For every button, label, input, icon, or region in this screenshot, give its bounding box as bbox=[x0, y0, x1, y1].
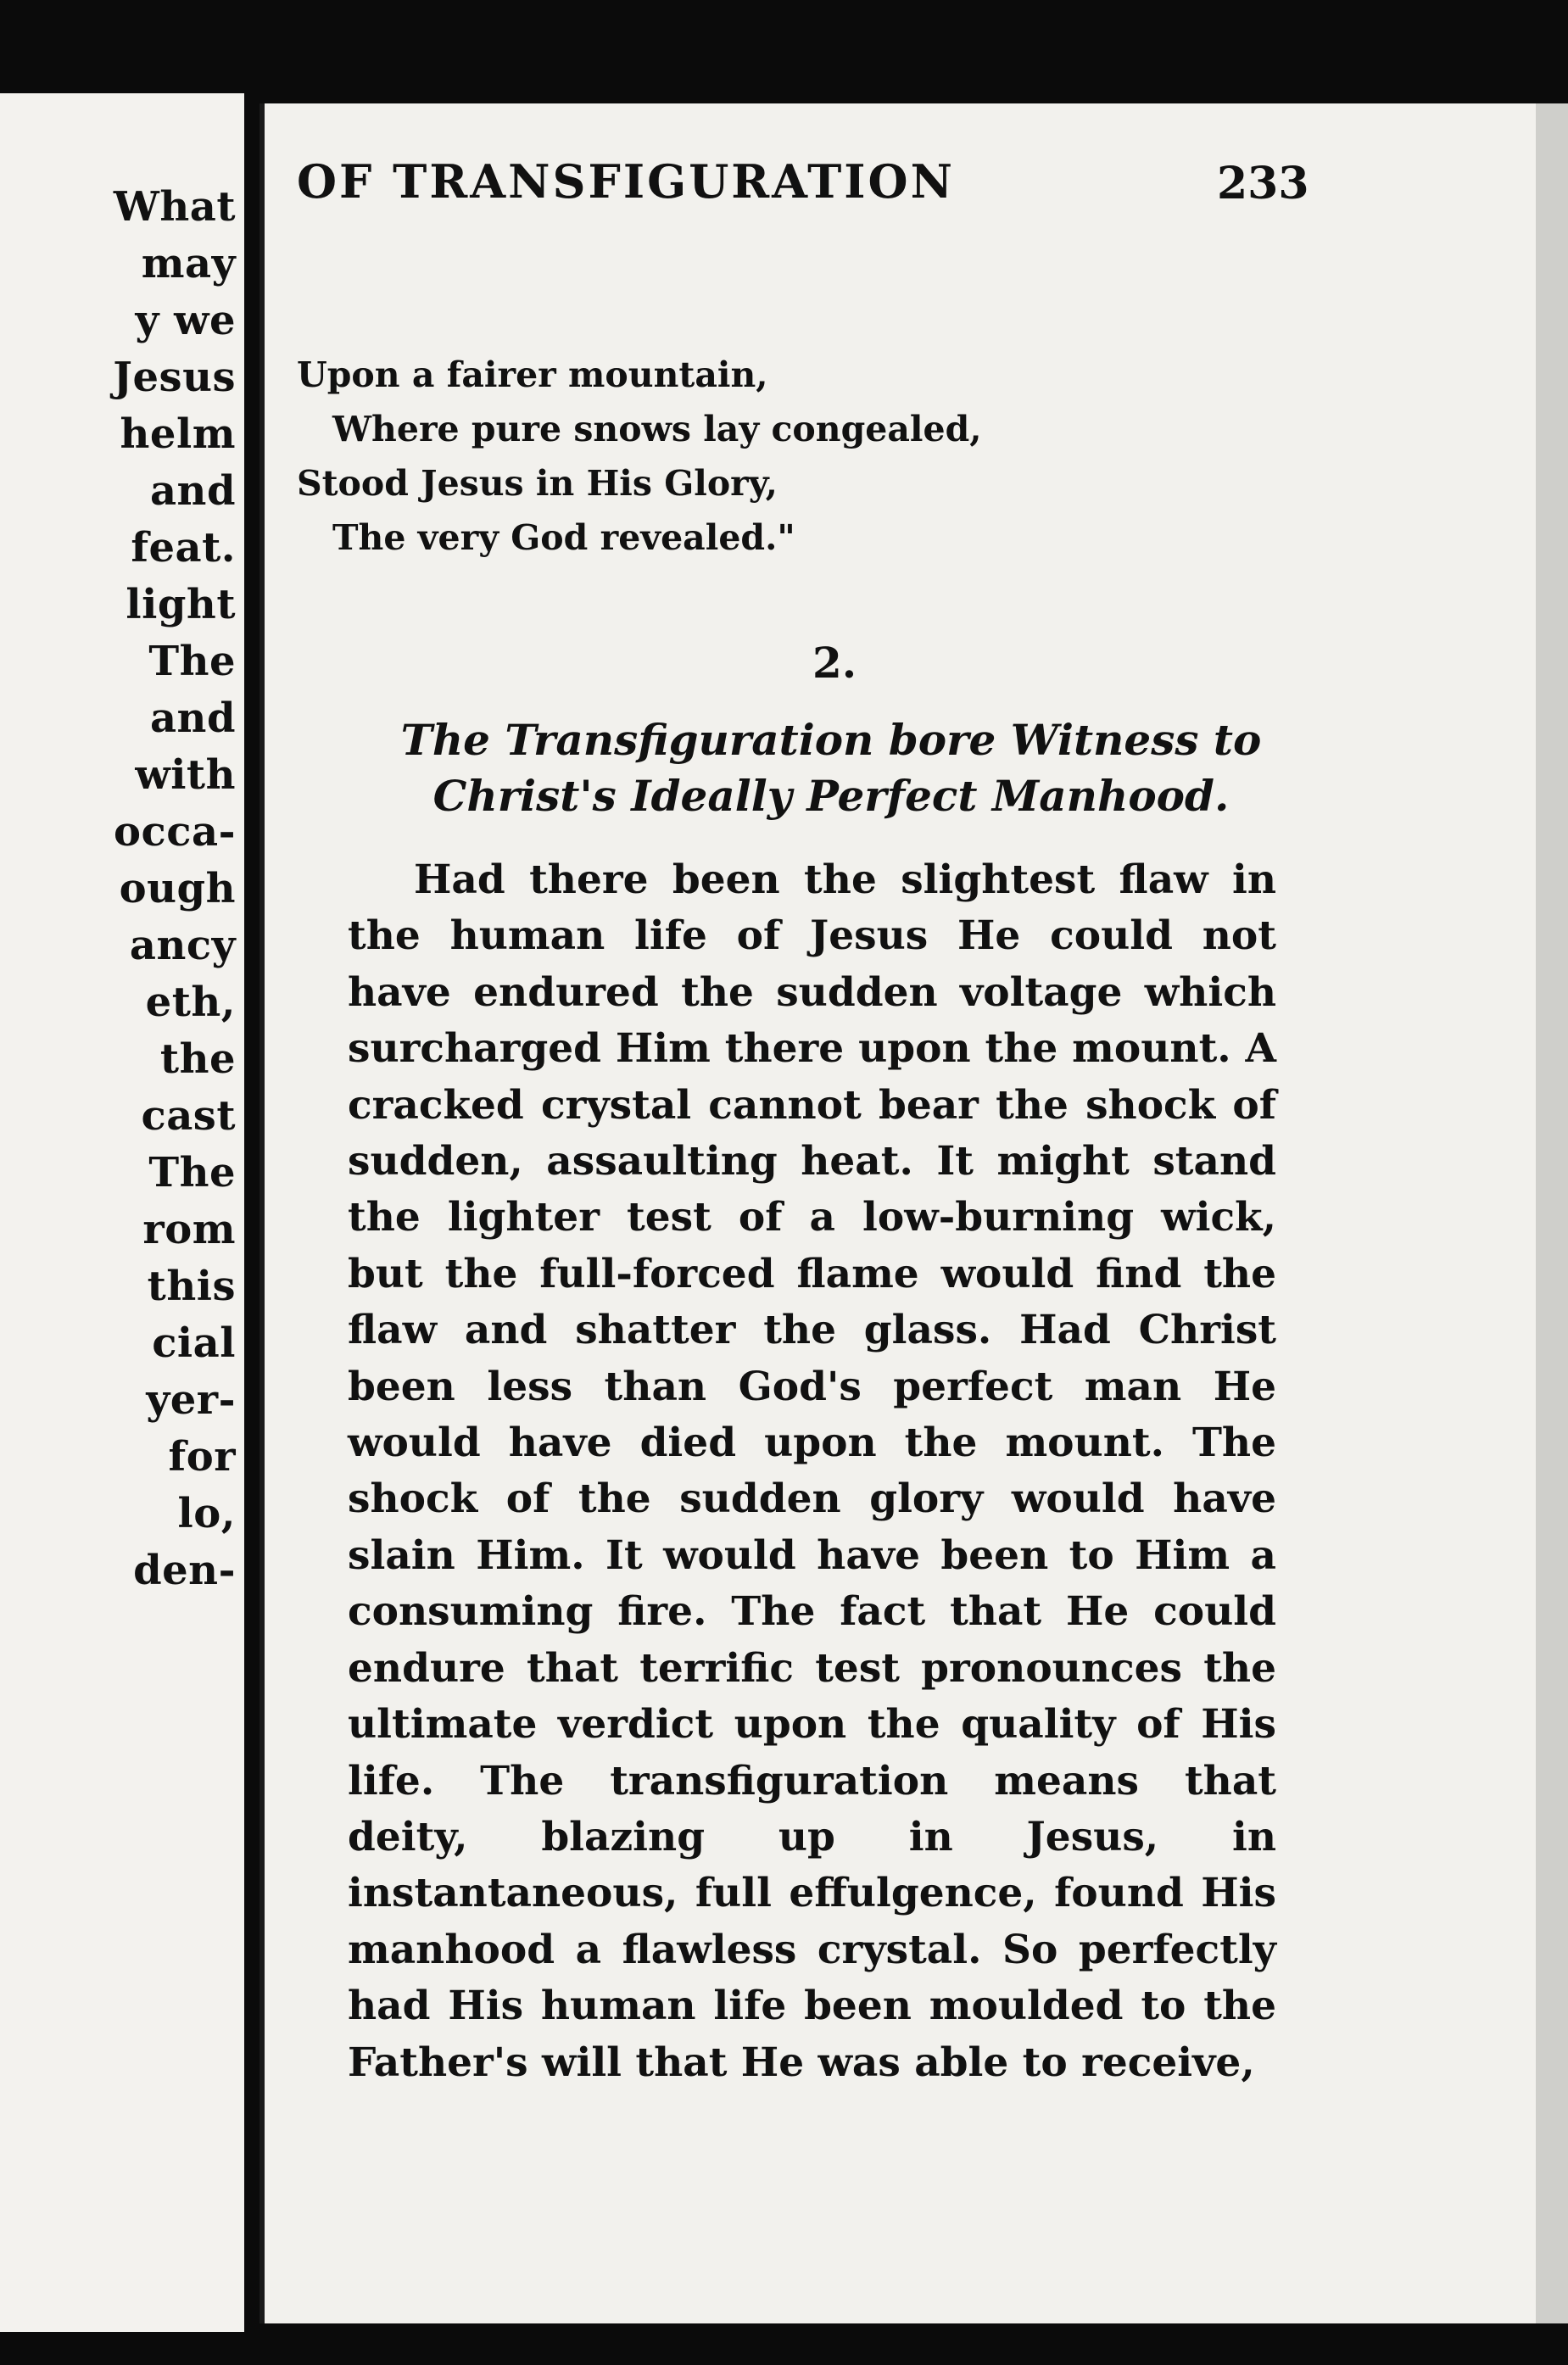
left-line: this bbox=[147, 1263, 236, 1310]
left-line: lo, bbox=[177, 1490, 236, 1537]
poem-line: Upon a fairer mountain, bbox=[297, 354, 768, 395]
poem-quote bbox=[297, 348, 1230, 565]
left-line: may bbox=[141, 240, 236, 287]
left-line: cial bbox=[152, 1319, 236, 1367]
page-header bbox=[297, 154, 1314, 222]
left-line: The bbox=[148, 1149, 236, 1196]
left-line: ough bbox=[119, 865, 236, 912]
running-head: OF TRANSFIGURATION bbox=[297, 154, 955, 209]
page-gutter bbox=[244, 93, 259, 2332]
section-title: The Transfiguration bore Witness to Christ's Ideally Perfect Manhood. bbox=[400, 715, 1262, 821]
poem-line: The very God revealed." bbox=[332, 517, 795, 558]
body-paragraph: Had there been the slightest flaw in the human life of Jesus He could not have endured the sudden voltage which surcharged Him there upon the mount. A cracked crystal cannot bear the shock of sudden, assaulting heat. It might stand the lighter test of a low-burning wick, but the full-forced flame would find the flaw and shatter the glass. Had Christ been less than God's perfect man He would have died upon the mount. The shock of the sudden glory would have slain Him. It would have been to Him a consuming fire. The fact that He could endure that terrific test pronounces the ultimate verdict upon the quality of His life. The transfiguration means that deity, blazing up in Jesus, in instantaneous, full effulgence, found His manhood a flawless crystal. So perfectly had His human life been moulded to the Father's will that He was able to receive, bbox=[348, 856, 1276, 2086]
left-line: and bbox=[149, 694, 236, 742]
left-line: the bbox=[159, 1035, 236, 1083]
left-line: Jesus bbox=[113, 354, 236, 401]
left-line: yer- bbox=[146, 1376, 236, 1424]
poem-line: Stood Jesus in His Glory, bbox=[297, 463, 778, 504]
page-number: 233 bbox=[1217, 158, 1309, 209]
left-line: What bbox=[113, 183, 236, 231]
left-line: helm bbox=[120, 410, 236, 458]
left-line: cast bbox=[141, 1092, 236, 1140]
left-line: rom bbox=[142, 1206, 236, 1253]
left-line: feat. bbox=[131, 524, 236, 572]
left-line: y we bbox=[135, 297, 236, 344]
left-line: den- bbox=[133, 1547, 236, 1594]
left-line: eth, bbox=[145, 979, 236, 1026]
left-line: with bbox=[135, 751, 236, 799]
left-line: ancy bbox=[129, 922, 236, 969]
left-line: The bbox=[148, 638, 236, 685]
left-page-fragment bbox=[0, 93, 248, 2332]
left-line: for bbox=[168, 1433, 236, 1481]
left-line: occa- bbox=[114, 808, 236, 856]
left-line: light bbox=[126, 581, 236, 628]
section-number: 2. bbox=[812, 638, 857, 688]
next-page-edge bbox=[1536, 103, 1568, 2323]
left-line: and bbox=[149, 467, 236, 515]
poem-line: Where pure snows lay congealed, bbox=[332, 409, 982, 449]
